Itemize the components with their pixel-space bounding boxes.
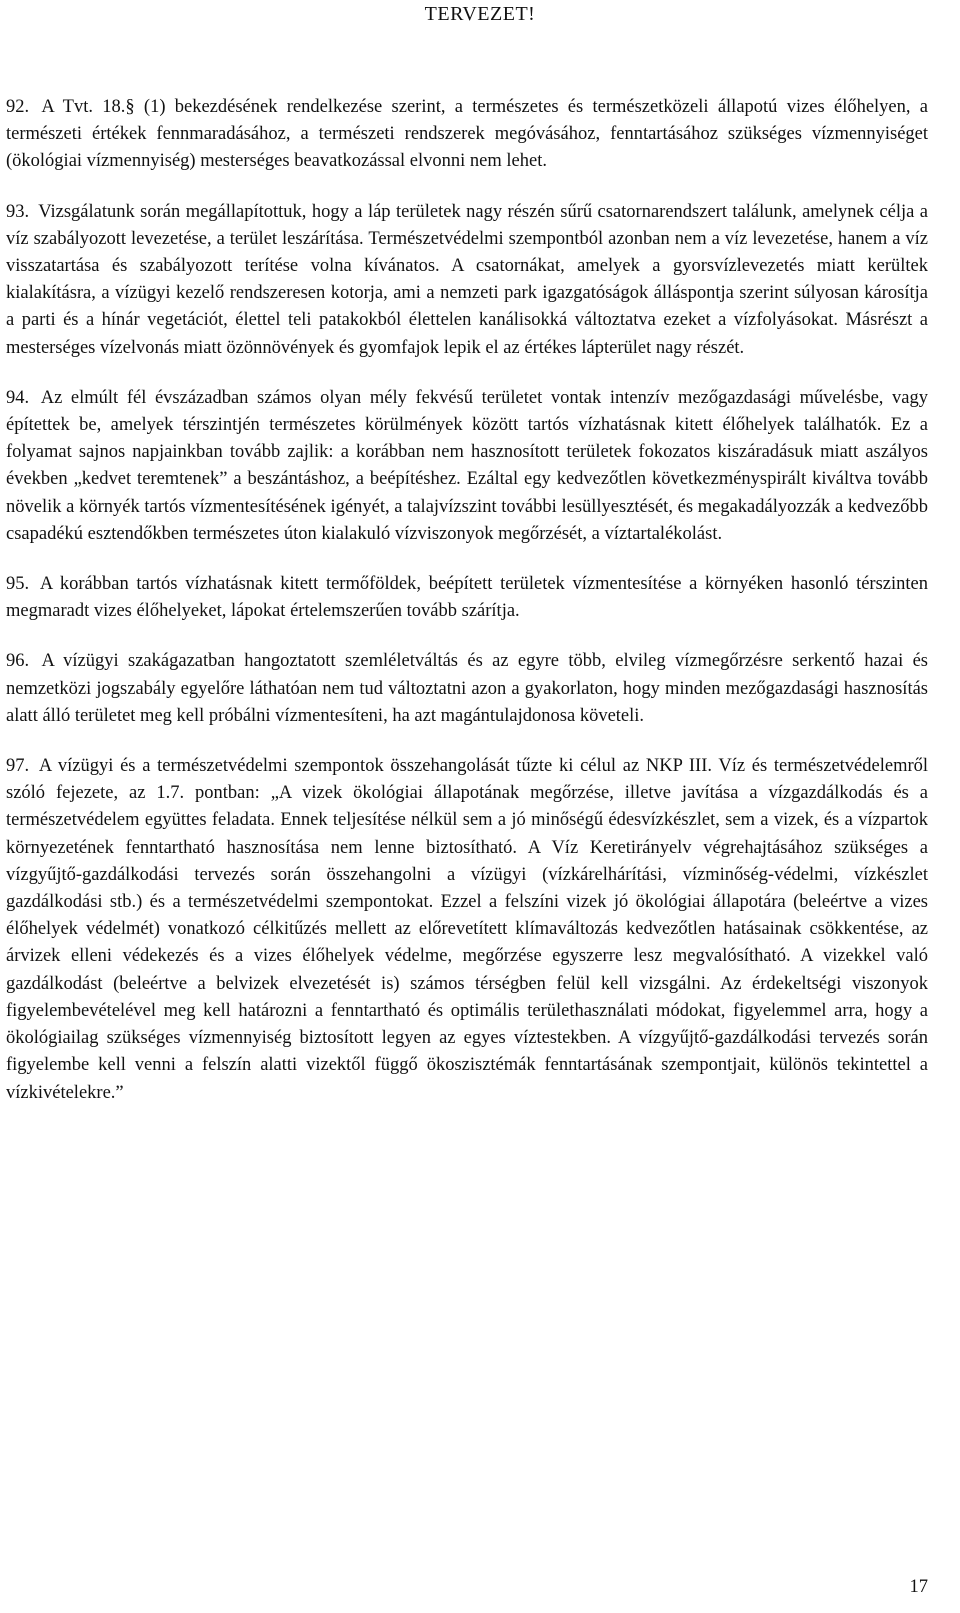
paragraph-number: 94. xyxy=(6,387,30,408)
paragraph-94 xyxy=(6,385,928,548)
paragraph-number: 95. xyxy=(6,574,30,595)
document-header: TERVEZET! xyxy=(424,3,536,25)
paragraph-92 xyxy=(6,94,928,176)
document-body xyxy=(6,94,928,1130)
paragraph-97 xyxy=(6,753,928,1107)
paragraph-text: A vízügyi szakágazatban hangoztatott szemléletváltás és az egyre több, elvileg vízmegőrzésre serkentő hazai és nemzetközi jogszabály egyelőre láthatóan nem tud változtatni azon a gyakorlaton, hogy minden mezőgazdasági hasznosítás alatt álló területet meg kell próbálni vízmentesíteni, ha azt magántulajdonosa követeli. xyxy=(6,651,928,726)
paragraph-text: A vízügyi és a természetvédelmi szempontok összehangolását tűzte ki célul az NKP III. Víz és természetvédelemről szóló fejezete, az 1.7. pontban: „A vizek ökológiai állapotának megőrzése, illetve javítása a vízgazdálkodás és a természetvédelem együttes feladata. Ennek teljesítése nélkül sem a jó minőségű édesvízkészlet, sem a vizek, és a vízpartok környezetének fenntartható hasznosítása nem lenne biztosítható. A Víz Keretirányelv végrehajtásához szükséges a vízgyűjtő-gazdálkodási tervezés során összehangolni a vízügyi (vízkárelhárítási, vízminőség-védelmi, vízkészlet gazdálkodási stb.) és a természetvédelmi szempontokat. Ezzel a felszíni vizek jó ökológiai állapotára (beleértve a vizes élőhelyek védelmét) vonatkozó célkitűzés mellett az előrevetített klímaváltozás kedvezőtlen hatásainak csökkentése, az árvizek elleni védekezés és a vizes élőhelyek védelme, megőrzése egyszerre lesz megvalósítható. A vizekkel való gazdálkodást (beleértve a belvizek elvezetését is) számos térségben felül kell vizsgálni. Az érdekeltségi viszonyok figyelembevételével meg kell határozni a fenntartható és optimális területhasználati módokat, figyelemmel arra, hogy a ökológiailag szükséges vízmennyiség biztosított legyen az egyes víztestekben. A vízgyűjtő-gazdálkodási tervezés során figyelembe kell venni a felszín alatti vizektől függő ökoszisztémák fenntartásának szempontjait, különös tekintettel a vízkivételekre.” xyxy=(6,756,929,1103)
paragraph-text: A korábban tartós vízhatásnak kitett termőföldek, beépített területek vízmentesítése a környéken hasonló térszinten megmaradt vizes élőhelyeket, lápokat értelemszerűen tovább szárítja. xyxy=(6,574,928,622)
paragraph-93 xyxy=(6,199,928,362)
paragraph-number: 96. xyxy=(6,651,30,672)
page-number: 17 xyxy=(909,1577,928,1597)
paragraph-text: Vizsgálatunk során megállapítottuk, hogy a láp területek nagy részén sűrű csatornarendszert találunk, amelynek célja a víz szabályozott levezetése, a terület leszárítása. Természetvédelmi szempontból azonban nem a víz levezetése, hanem a víz visszatartása és szabályozott terítése volna kívánatos. A csatornákat, amelyek a gyorsvízlevezetés miatt kerültek kialakításra, a vízügyi kezelő rendszeresen kotorja, ami a nemzeti park igazgatóságok álláspontja szerint súlyosan károsítja a parti és a hínár vegetációt, élettel teli patakokból élettelen kanálisokká változtatva ezeket a vízfolyásokat. Másrészt a mesterséges vízelvonás miatt özönnövények és gyomfajok lepik el az értékes lápterület nagy részét. xyxy=(6,201,928,358)
paragraph-number: 92. xyxy=(6,97,30,117)
paragraph-95 xyxy=(6,571,928,625)
paragraph-96 xyxy=(6,648,928,730)
paragraph-number: 97. xyxy=(6,756,30,777)
paragraph-text: A Tvt. 18.§ (1) bekezdésének rendelkezése szerint, a természetes és természetközeli állapotú vizes élőhelyen, a természeti értékek fennmaradásához, a természeti rendszerek megóvásához, fenntartásához szükséges vízmennyiséget (ökológiai vízmennyiség) mesterséges beavatkozással elvonni nem lehet. xyxy=(6,97,929,172)
paragraph-text: Az elmúlt fél évszázadban számos olyan mély fekvésű területet vontak intenzív mezőgazdasági művelésbe, vagy építettek be, amelyek térszintjén természetes körülmények között tartós vízhatásnak kitett élőhelyek találhatók. Ez a folyamat sajnos napjainkban tovább zajlik: a korábban nem hasznosított területek fokozatos kiszáradásuk miatt aszályos években „kedvet teremtenek” a beszántáshoz, a beépítéshez. Ezáltal egy kedvezőtlen következményspirált kiváltva tovább növelik a környék tartós vízmentesítésének igényét, a talajvízszint további lesüllyesztését, és megakadályozzák a kedvezőbb csapadékú esztendőkben természetes úton kialakuló vízviszonyok megőrzését, a víztartalékolást. xyxy=(6,387,928,544)
paragraph-number: 93. xyxy=(6,201,30,222)
